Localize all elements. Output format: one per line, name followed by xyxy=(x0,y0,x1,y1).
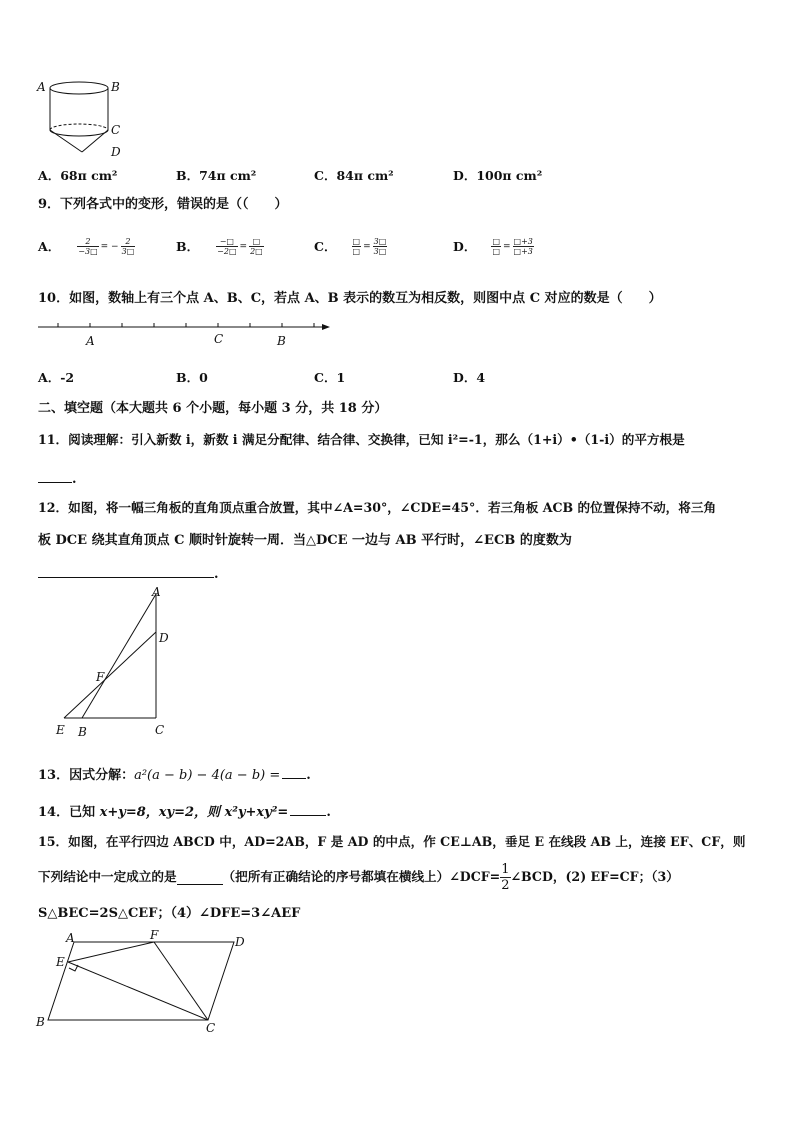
q8-option-b[interactable]: B．74π cm² xyxy=(176,168,257,183)
parallelogram-figure xyxy=(34,928,256,1036)
label-b: B xyxy=(78,725,87,739)
q10-stem: 10．如图，数轴上有三个点 A、B、C，若点 A、B 表示的数互为相反数，则图中点 C 对应的数是（ ） xyxy=(38,291,662,306)
q14-line: 14．已知 x+y=8，xy=2，则 x²y+xy²= . xyxy=(38,801,331,822)
q9b-left-frac: $\frac{-□}{-2□}$ xyxy=(217,237,237,256)
q15-line1: 15．如图，在平行四边 ABCD 中，AD=2AB，F 是 AD 的中点，作 CE⊥AB，垂足 E 在线段 AB 上，连接 EF、CF，则 xyxy=(38,834,746,849)
q14-answer-blank[interactable] xyxy=(290,801,326,816)
label-a: A xyxy=(152,586,161,599)
q9a-left-frac: $\frac{2}{-3□}$ xyxy=(78,237,98,256)
label-a: A xyxy=(66,931,75,945)
cone-left-edge xyxy=(50,130,82,152)
q9-option-a[interactable]: A． $\frac{2}{-3□}$ = − $\frac{2}{3□}$ xyxy=(38,237,135,256)
q9-option-c[interactable]: C． $\frac{□}{□}$ = $\frac{3□}{3□}$ xyxy=(314,237,387,256)
label-d: D xyxy=(111,145,121,159)
label-a: A xyxy=(37,80,46,94)
label-c: C xyxy=(206,1021,216,1035)
label-d: D xyxy=(235,935,245,949)
q14-expression: x+y=8，xy=2，则 x²y+xy²= xyxy=(99,805,289,820)
segment-ed xyxy=(64,632,156,718)
q12-line3: . xyxy=(38,563,219,584)
q10-option-a[interactable]: A．-2 xyxy=(38,370,75,385)
q13-expression: a²(a − b) − 4(a − b) = xyxy=(134,768,281,783)
q9-option-b[interactable]: B． $\frac{-□}{-2□}$ = $\frac{□}{2□}$ xyxy=(176,237,263,256)
axis-label-b: B xyxy=(277,334,286,348)
q11-answer-blank[interactable] xyxy=(38,468,72,483)
q12-line2: 板 DCE 绕其直角顶点 C 顺时针旋转一周．当△DCE 一边与 AB 平行时，∠ECB 的度数为 xyxy=(38,533,572,548)
segment-ab xyxy=(82,594,156,718)
q15-answer-blank[interactable] xyxy=(177,870,223,885)
axis-label-c: C xyxy=(214,332,224,346)
label-b: B xyxy=(111,80,120,94)
cylinder-top-ellipse xyxy=(50,82,108,94)
q9d-left-frac: $\frac{□}{□}$ xyxy=(492,237,500,256)
cylinder-bottom-back xyxy=(50,124,108,130)
q10-option-b[interactable]: B．0 xyxy=(176,370,208,385)
q8-option-a[interactable]: A．68π cm² xyxy=(38,168,118,183)
number-line-ticks xyxy=(58,323,314,327)
q12-line1: 12．如图，将一幅三角板的直角顶点重合放置，其中∠A=30°，∠CDE=45°．若三角板 ACB 的位置保持不动，将三角 xyxy=(38,500,717,515)
parallelogram-abcd xyxy=(48,942,234,1020)
section-2-title: 二、填空题（本大题共 6 个小题，每小题 3 分，共 18 分） xyxy=(38,401,388,416)
q9c-right-frac: $\frac{3□}{3□}$ xyxy=(373,237,387,256)
number-line-figure xyxy=(36,316,336,350)
label-d: D xyxy=(159,631,169,645)
q15-line2: 下列结论中一定成立的是 （把所有正确结论的序号都填在横线上）∠DCF= $\frac{1}{2}$ ∠BCD，(2) EF=CF；（3） xyxy=(38,862,679,893)
q9c-left-frac: $\frac{□}{□}$ xyxy=(352,237,361,256)
label-e: E xyxy=(56,723,65,737)
q8-option-c[interactable]: C．84π cm² xyxy=(314,168,394,183)
label-c: C xyxy=(111,123,121,137)
q12-answer-blank[interactable] xyxy=(38,563,214,578)
cylinder-bottom-front xyxy=(50,130,108,136)
segment-ec xyxy=(68,962,208,1020)
segment-ef xyxy=(68,942,154,962)
cone-right-edge xyxy=(82,130,108,152)
label-f: F xyxy=(96,670,105,684)
q8-option-d[interactable]: D．100π cm² xyxy=(453,168,543,183)
label-c: C xyxy=(155,723,165,737)
q13-line: 13．因式分解：a²(a − b) − 4(a − b) = . xyxy=(38,764,311,785)
label-f: F xyxy=(150,928,159,942)
q11-line1: 11．阅读理解：引入新数 i，新数 i 满足分配律、结合律、交换律，已知 i²=-1，那么（1+i）•（1-i）的平方根是 xyxy=(38,432,685,447)
triangle-boards-figure xyxy=(50,586,180,742)
q9d-right-frac: $\frac{□+3}{□+3}$ xyxy=(513,237,533,256)
axis-label-a: A xyxy=(86,334,95,348)
cylinder-cone-figure xyxy=(34,72,134,164)
q9a-right-frac: $\frac{2}{3□}$ xyxy=(121,237,135,256)
label-e: E xyxy=(56,955,65,969)
q13-answer-blank[interactable] xyxy=(282,764,306,779)
label-b: B xyxy=(36,1015,45,1029)
q10-option-d[interactable]: D．4 xyxy=(453,370,486,385)
q15-line3: S△BEC=2S△CEF；（4）∠DFE=3∠AEF xyxy=(38,906,301,921)
q9-option-d[interactable]: D． $\frac{□}{□}$ = $\frac{□+3}{□+3}$ xyxy=(453,237,533,256)
q11-line2: . xyxy=(38,468,77,489)
number-line-arrow xyxy=(322,324,330,330)
q15-half-fraction: $\frac{1}{2}$ xyxy=(501,862,510,893)
q9-stem: 9．下列各式中的变形，错误的是（（ ） xyxy=(38,197,288,212)
q10-option-c[interactable]: C．1 xyxy=(314,370,346,385)
q9b-right-frac: $\frac{□}{2□}$ xyxy=(250,237,263,256)
